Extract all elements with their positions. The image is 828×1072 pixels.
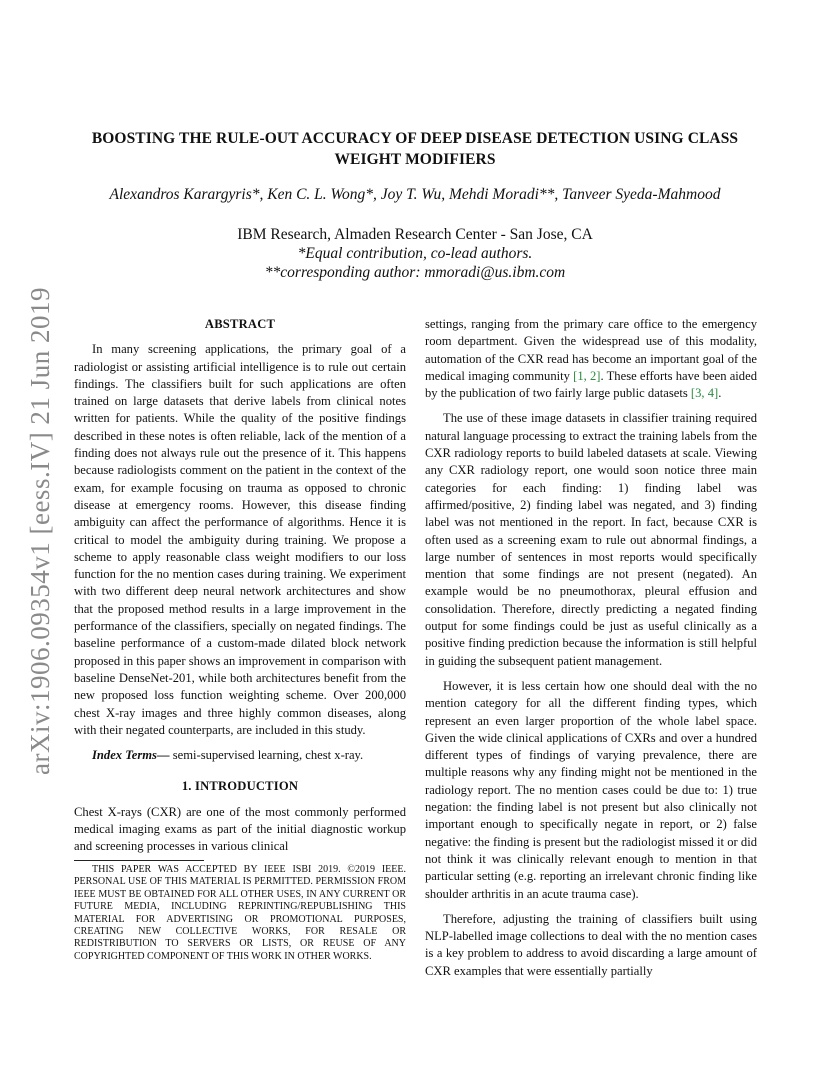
equal-contribution-note: *Equal contribution, co-lead authors. bbox=[297, 245, 533, 262]
paper-title bbox=[70, 128, 760, 170]
author-list: Alexandros Karargyris*, Ken C. L. Wong*, Joy T. Wu, Mehdi Moradi**, Tanveer Syeda-Mahmood bbox=[109, 186, 721, 203]
footnote-rule bbox=[74, 860, 204, 861]
index-terms-text: semi-supervised learning, chest x-ray. bbox=[169, 748, 364, 763]
citation-3-4[interactable]: [3, 4] bbox=[690, 386, 719, 401]
abstract-text: In many screening applications, the primary goal of a radiologist or assisting artificial intelligence is to rule out certain findings. The classifiers built for such applications are often trained on large datasets that derive labels from clinical notes written for patients. While the quality of the positive findings described in these notes is often reliable, lack of the mention of a finding does not always rule out the presence of it. This happens because radiologists comment on the patient in the context of the exam, for example focusing on trauma as opposed to chronic disease at emergency rooms. However, this disease finding ambiguity can affect the performance of algorithms. Hence it is critical to model the ambiguity during training. We propose a scheme to apply reasonable class weight modifiers to our loss function for the no mention cases during training. We experiment with two different deep neural network architectures and show that the proposed method results in a large improvement in the performance of the classifiers, specially on negated findings. The baseline performance of a custom-made dilated block network proposed in this paper shows an improvement in comparison with baseline DenseNet-201, while both architectures benefit from the new proposed loss function weighting scheme. Over 200,000 chest X-ray images and three highly common diseases, along with their negated counterparts, are included in this study. bbox=[74, 342, 406, 737]
right-paragraph-1 bbox=[425, 316, 757, 402]
affiliation-block bbox=[70, 225, 760, 282]
index-terms-label: Index Terms— bbox=[92, 748, 170, 763]
index-terms bbox=[74, 747, 406, 764]
right-paragraph-3: However, it is less certain how one should deal with the no mention category for all the different finding types, which represent an even larger proportion of the whole label space. Given the wide clinical applications of CXRs and over a hundred different types of findings of varying prevalence, there are multiple reasons why any finding might not be mentioned in the radiology report. The no mention cases could be due to: 1) true negation: the finding label is not present but also clinically not important enough to specifically negate in report, or 2) false negative: the finding is present but the radiologist missed it or did not think it was clinically relevant enough to mention in that particular setting (e.g. reporting an irrelevant chronic finding like shoulder arthritis in an acute trauma case). bbox=[425, 678, 757, 901]
left-column bbox=[74, 316, 406, 864]
citation-1-2[interactable]: [1, 2] bbox=[573, 368, 601, 383]
right-paragraph-1-text-b: . These efforts have been aided by the publication of two fairly large public datasets bbox=[425, 368, 757, 401]
affiliation: IBM Research, Almaden Research Center - San Jose, CA bbox=[237, 226, 593, 243]
abstract-heading: ABSTRACT bbox=[204, 317, 276, 331]
right-column bbox=[425, 316, 757, 988]
arxiv-identifier: arXiv:1906.09354v1 [eess.IV] 21 Jun 2019 bbox=[25, 287, 55, 775]
right-paragraph-1-text-c: . bbox=[718, 386, 722, 401]
copyright-footnote: THIS PAPER WAS ACCEPTED BY IEEE ISBI 2019. ©2019 IEEE. PERSONAL USE OF THIS MATERIAL IS PERMITTED. PERMISSION FROM IEEE MUST BE OBTAINED FOR ALL OTHER USES, IN ANY CURRENT OR FUTURE MEDIA, INCLUDING REPRINTING/REPUBLISHING THIS MATERIAL FOR ADVERTISING OR PROMOTIONAL PURPOSES, CREATING NEW COLLECTIVE WORKS, FOR RESALE OR REDISTRIBUTION TO SERVERS OR LISTS, OR REUSE OF ANY COPYRIGHTED COMPONENT OF THIS WORK IN OTHER WORKS. bbox=[74, 864, 406, 962]
title-line-2: WEIGHT MODIFIERS bbox=[334, 151, 496, 168]
introduction-paragraph-1: Chest X-rays (CXR) are one of the most commonly performed medical imaging exams as part of the initial diagnostic workup and screening processes in various clinical bbox=[74, 804, 406, 854]
title-line-1: BOOSTING THE RULE-OUT ACCURACY OF DEEP DISEASE DETECTION USING CLASS bbox=[91, 130, 739, 147]
corresponding-author-note: **corresponding author: mmoradi@us.ibm.com bbox=[264, 264, 566, 281]
right-paragraph-1-text-a: settings, ranging from the primary care office to the emergency room department. Given the widespread use of this modality, automation of the CXR read has become an important goal of the medical imaging community bbox=[425, 317, 757, 383]
introduction-heading: 1. INTRODUCTION bbox=[181, 779, 299, 794]
right-paragraph-4: Therefore, adjusting the training of classifiers built using NLP-labelled image collections to deal with the no mention cases is a key problem to address to avoid discarding a large amount of CXR examples that were essentially partially bbox=[425, 911, 757, 978]
right-paragraph-2: The use of these image datasets in classifier training required natural language processing to extract the training labels from the CXR radiology reports to build labeled datasets at scale. Viewing any CXR radiology report, one would soon notice three main categories for each finding: 1) finding label was affirmed/positive, 2) finding label was negated, and 3) finding label was not mentioned in the report. In fact, because CXR is often used as a screening exam to rule out abnormal findings, a large number of sentences in most reports would specifically mention that some findings are not present (negated). An example would be no pneumothorax, pleural effusion and consolidation. Therefore, directly predicting a negated finding output for some findings could be just as useful clinically as a positive finding prediction because the information is still helpful in guiding the subsequent patient management. bbox=[425, 411, 757, 668]
